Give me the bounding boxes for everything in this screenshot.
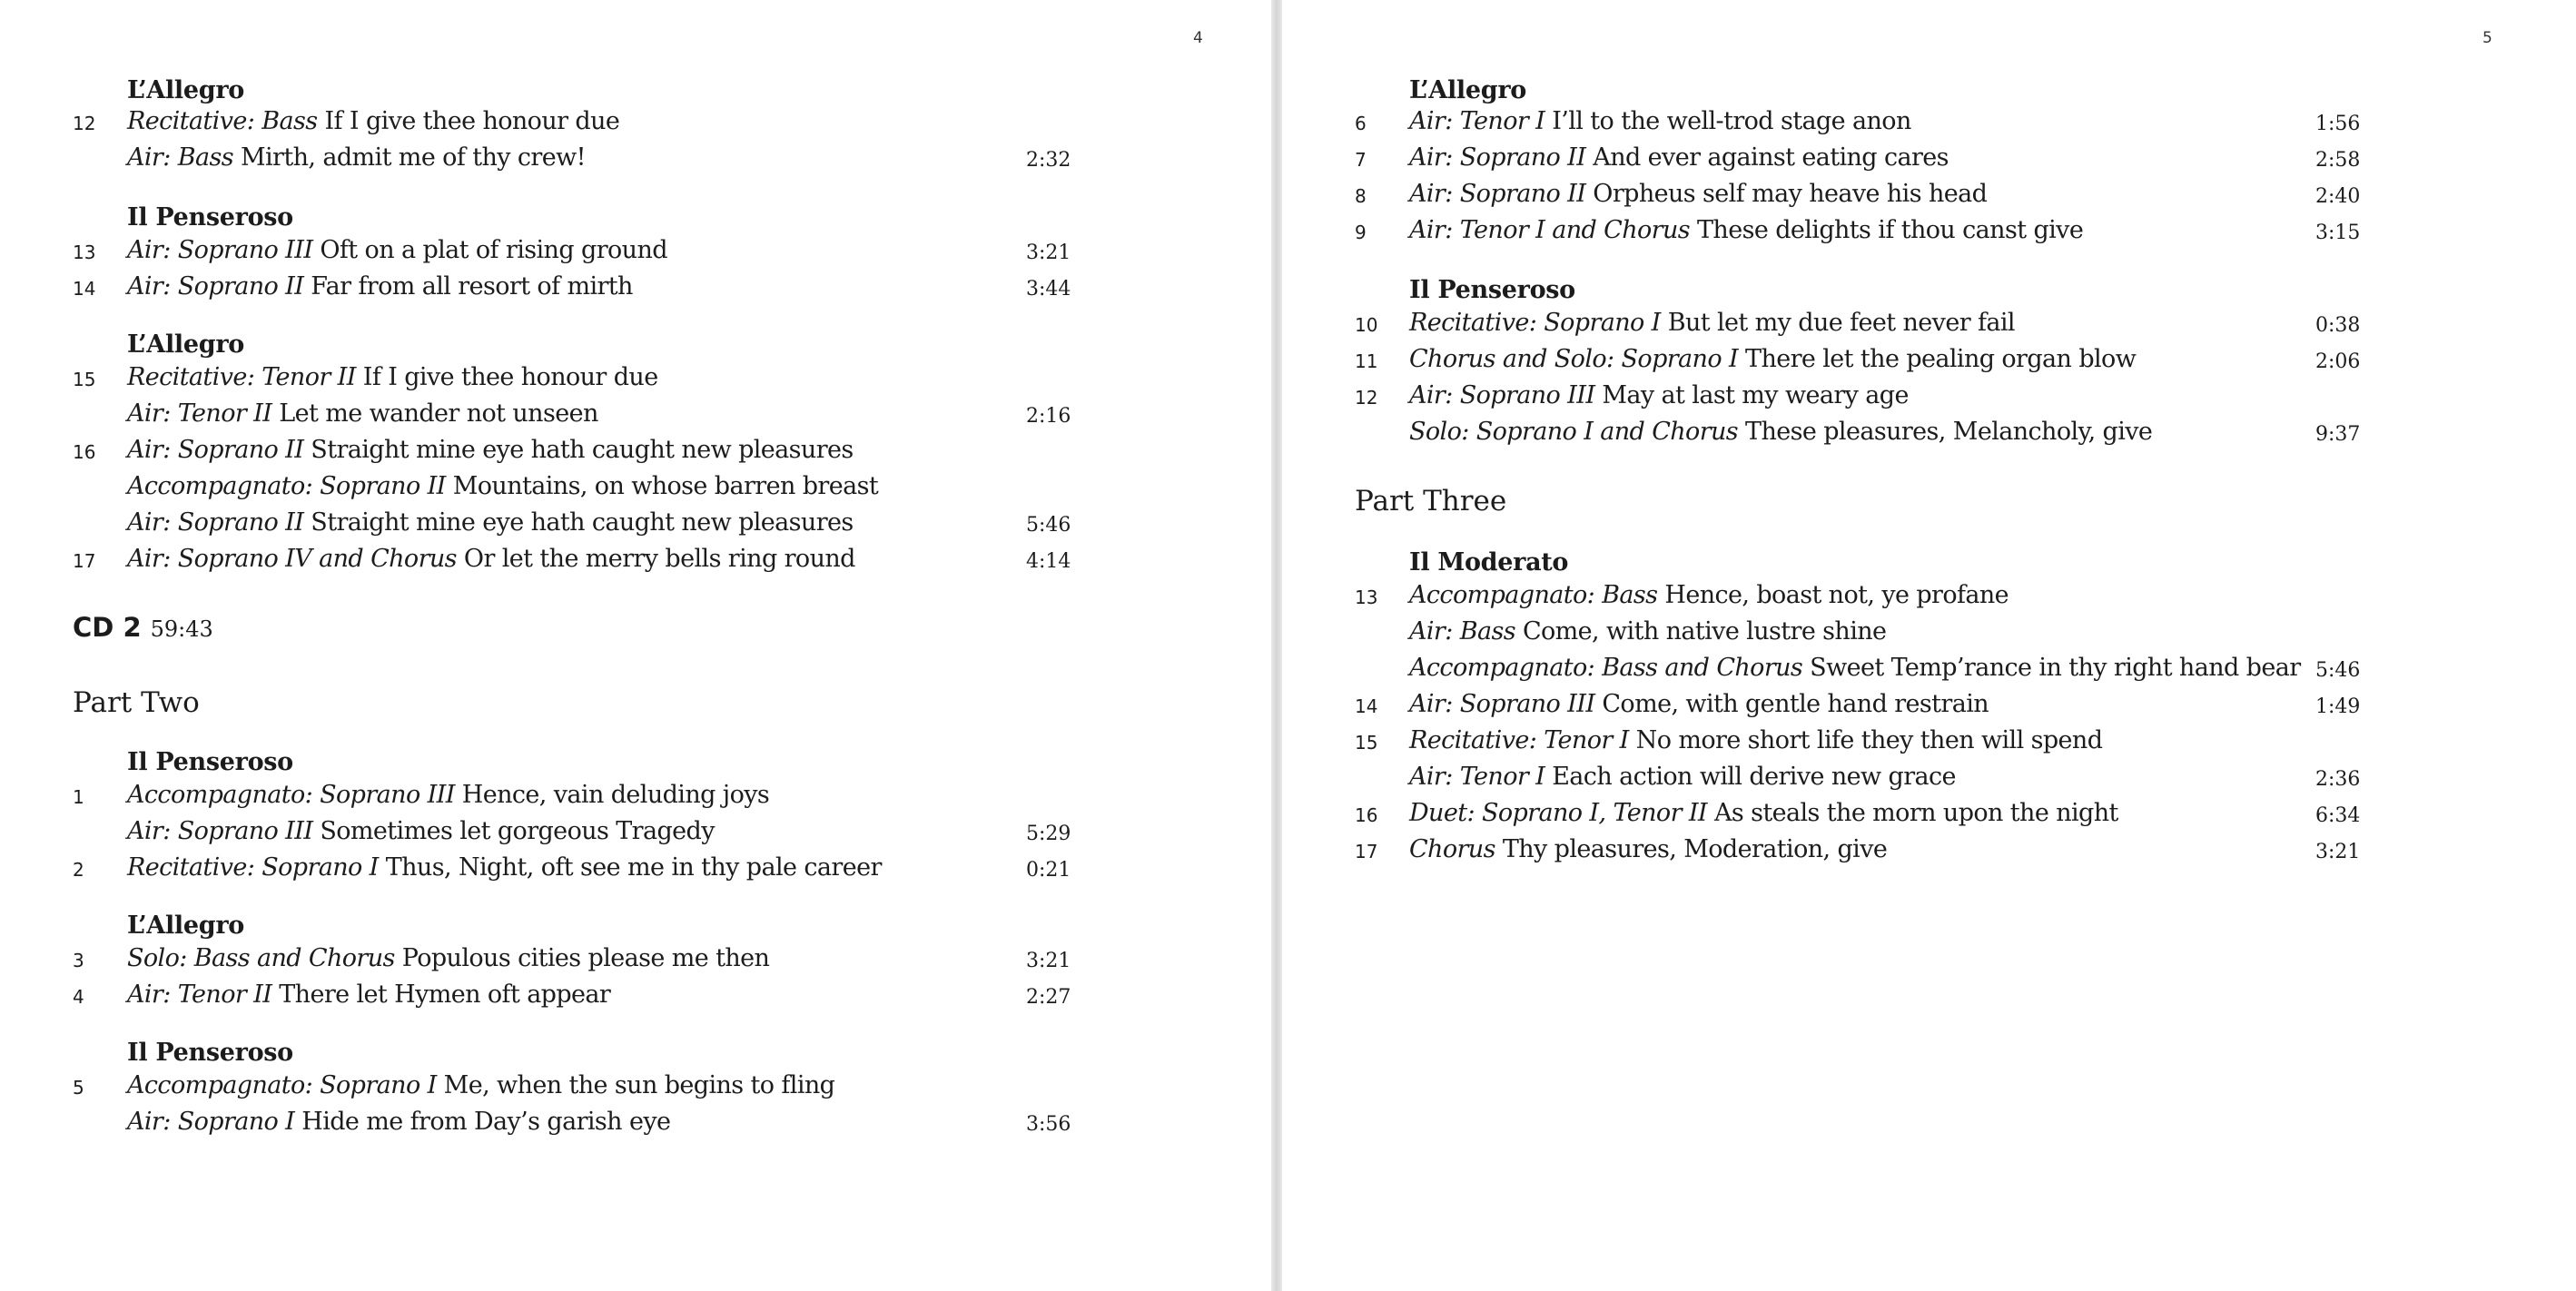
track-row bbox=[73, 944, 1071, 981]
track-row bbox=[1355, 581, 2354, 617]
track-role: Recitative: Tenor II bbox=[127, 363, 356, 391]
track-role: Air: Soprano IV and Chorus bbox=[127, 545, 457, 573]
cd-duration: 59:43 bbox=[150, 616, 213, 642]
track-description bbox=[127, 817, 715, 845]
track-title: These pleasures, Melancholy, give bbox=[1738, 418, 2153, 446]
track-role: Air: Soprano I bbox=[127, 1108, 295, 1136]
track-description bbox=[127, 781, 769, 809]
track-number: 7 bbox=[1355, 149, 1367, 171]
track-role: Solo: Bass and Chorus bbox=[127, 944, 395, 972]
track-number: 1 bbox=[73, 786, 84, 808]
track-row bbox=[73, 436, 1071, 472]
track-role: Recitative: Tenor I bbox=[1409, 726, 1629, 754]
track-row bbox=[1355, 418, 2361, 454]
track-duration: 3:56 bbox=[1026, 1113, 1071, 1136]
track-title: Straight mine eye hath caught new pleasures bbox=[303, 436, 854, 464]
track-row bbox=[1355, 309, 2361, 345]
track-description bbox=[127, 363, 658, 391]
track-description bbox=[127, 981, 610, 1009]
track-row bbox=[73, 545, 1071, 581]
track-number: 3 bbox=[73, 950, 84, 971]
group-title: Il Penseroso bbox=[127, 748, 293, 776]
track-row bbox=[73, 399, 1071, 436]
track-title: Hide me from Day’s garish eye bbox=[294, 1108, 671, 1136]
track-row bbox=[1355, 180, 2361, 216]
track-row bbox=[1355, 617, 2354, 654]
track-role: Recitative: Soprano I bbox=[1409, 309, 1661, 337]
track-description bbox=[127, 143, 586, 172]
track-role: Air: Tenor I bbox=[1409, 763, 1545, 791]
track-description bbox=[1409, 799, 2118, 827]
track-description bbox=[127, 236, 667, 264]
track-row bbox=[1355, 726, 2354, 763]
track-number: 11 bbox=[1355, 350, 1378, 372]
track-role: Air: Tenor I and Chorus bbox=[1409, 216, 1691, 244]
track-duration: 3:15 bbox=[2315, 222, 2361, 244]
track-role: Air: Tenor II bbox=[127, 981, 272, 1009]
cd-heading bbox=[73, 612, 213, 643]
track-number: 12 bbox=[1355, 387, 1378, 409]
track-description bbox=[127, 272, 633, 301]
track-role: Recitative: Soprano I bbox=[127, 853, 379, 882]
track-title: And ever against eating cares bbox=[1585, 143, 1949, 172]
track-description bbox=[1409, 309, 2015, 337]
track-role: Air: Bass bbox=[1409, 617, 1515, 646]
track-title: Thy pleasures, Moderation, give bbox=[1495, 835, 1888, 863]
track-title: Thus, Night, oft see me in thy pale career bbox=[378, 853, 882, 882]
track-title: Let me wander not unseen bbox=[271, 399, 598, 428]
track-row bbox=[73, 508, 1071, 545]
track-number: 17 bbox=[1355, 841, 1378, 862]
track-number: 16 bbox=[1355, 804, 1378, 826]
track-title: I’ll to the well-trod stage anon bbox=[1545, 107, 1911, 135]
track-number: 13 bbox=[1355, 586, 1378, 608]
track-role: Air: Tenor II bbox=[127, 399, 272, 428]
track-description bbox=[1409, 216, 2083, 244]
track-title: Come, with gentle hand restrain bbox=[1594, 690, 1989, 718]
track-number: 4 bbox=[73, 986, 84, 1008]
track-duration: 4:14 bbox=[1026, 550, 1071, 573]
track-number: 2 bbox=[73, 859, 84, 881]
track-title: Or let the merry bells ring round bbox=[456, 545, 855, 573]
group-title: L’Allegro bbox=[127, 912, 244, 940]
track-title: As steals the morn upon the night bbox=[1707, 799, 2118, 827]
track-row bbox=[73, 817, 1071, 853]
track-description bbox=[127, 436, 854, 464]
group-title: Il Moderato bbox=[1409, 548, 1569, 577]
track-row bbox=[1355, 107, 2361, 143]
track-description bbox=[127, 1071, 834, 1099]
track-row bbox=[73, 1071, 1071, 1108]
track-role: Air: Bass bbox=[127, 143, 233, 172]
track-number: 12 bbox=[73, 113, 96, 134]
track-description bbox=[127, 944, 769, 972]
track-role: Accompagnato: Bass and Chorus bbox=[1409, 654, 1803, 682]
track-role: Air: Soprano II bbox=[1409, 180, 1586, 208]
track-row bbox=[73, 143, 1071, 180]
track-number: 14 bbox=[1355, 695, 1378, 717]
group-title: Il Penseroso bbox=[127, 1039, 293, 1067]
track-role: Air: Soprano III bbox=[1409, 690, 1595, 718]
track-role: Air: Soprano II bbox=[1409, 143, 1586, 172]
track-duration: 2:16 bbox=[1026, 405, 1071, 428]
track-description bbox=[1409, 654, 2301, 682]
track-description bbox=[127, 1108, 670, 1136]
track-number: 15 bbox=[1355, 732, 1378, 754]
track-duration: 2:58 bbox=[2315, 149, 2361, 172]
track-duration: 2:27 bbox=[1026, 986, 1071, 1009]
track-number: 5 bbox=[73, 1077, 84, 1099]
group-title: L’Allegro bbox=[127, 76, 244, 104]
book-gutter bbox=[1271, 0, 1282, 1291]
track-duration: 3:21 bbox=[2315, 841, 2361, 863]
track-duration: 2:40 bbox=[2315, 185, 2361, 208]
track-title: There let Hymen oft appear bbox=[271, 981, 611, 1009]
track-description bbox=[127, 107, 619, 135]
track-role: Air: Soprano III bbox=[127, 817, 313, 845]
track-duration: 3:21 bbox=[1026, 241, 1071, 264]
track-row bbox=[1355, 216, 2361, 252]
track-duration: 1:49 bbox=[2315, 695, 2361, 718]
track-number: 16 bbox=[73, 441, 96, 463]
track-duration: 1:56 bbox=[2315, 113, 2361, 135]
track-title: Mountains, on whose barren breast bbox=[445, 472, 879, 500]
track-role: Air: Soprano III bbox=[1409, 381, 1595, 409]
track-number: 14 bbox=[73, 278, 96, 300]
track-description bbox=[1409, 418, 2152, 446]
track-title: Me, when the sun begins to fling bbox=[436, 1071, 835, 1099]
track-title: Come, with native lustre shine bbox=[1515, 617, 1887, 646]
track-row bbox=[1355, 654, 2361, 690]
track-description bbox=[1409, 345, 2136, 373]
track-title: Populous cities please me then bbox=[394, 944, 770, 972]
track-title: Each action will derive new grace bbox=[1545, 763, 1956, 791]
track-title: Mirth, admit me of thy crew! bbox=[232, 143, 586, 172]
track-number: 10 bbox=[1355, 314, 1378, 336]
track-row bbox=[73, 981, 1071, 1017]
track-role: Accompagnato: Soprano I bbox=[127, 1071, 437, 1099]
track-role: Accompagnato: Bass bbox=[1409, 581, 1658, 609]
track-description bbox=[1409, 835, 1887, 863]
track-row bbox=[1355, 345, 2361, 381]
track-row bbox=[73, 781, 1071, 817]
track-row bbox=[1355, 799, 2361, 835]
track-number: 6 bbox=[1355, 113, 1367, 134]
track-description bbox=[1409, 180, 1987, 208]
cd-label: CD 2 bbox=[73, 612, 142, 643]
track-number: 15 bbox=[73, 369, 96, 390]
track-row bbox=[73, 272, 1071, 309]
track-title: Sweet Temp’rance in thy right hand bear bbox=[1802, 654, 2301, 682]
track-row bbox=[73, 363, 1071, 399]
track-description bbox=[127, 853, 882, 882]
track-role: Air: Soprano II bbox=[127, 436, 304, 464]
track-role: Chorus bbox=[1409, 835, 1495, 863]
track-role: Air: Soprano II bbox=[127, 272, 304, 301]
track-role: Duet: Soprano I, Tenor II bbox=[1409, 799, 1707, 827]
track-duration: 5:46 bbox=[1026, 514, 1071, 537]
track-description bbox=[1409, 726, 2102, 754]
group-title: L’Allegro bbox=[1409, 76, 1526, 104]
track-duration: 3:21 bbox=[1026, 950, 1071, 972]
track-duration: 3:44 bbox=[1026, 278, 1071, 301]
track-title: These delights if thou canst give bbox=[1690, 216, 2084, 244]
track-title: Oft on a plat of rising ground bbox=[312, 236, 667, 264]
track-row bbox=[1355, 381, 2354, 418]
track-row bbox=[1355, 763, 2361, 799]
track-role: Air: Tenor I bbox=[1409, 107, 1545, 135]
track-description bbox=[1409, 107, 1911, 135]
track-description bbox=[1409, 143, 1949, 172]
track-title: Straight mine eye hath caught new pleasures bbox=[303, 508, 854, 537]
track-title: May at last my weary age bbox=[1594, 381, 1909, 409]
track-description bbox=[1409, 581, 2008, 609]
track-row bbox=[73, 236, 1071, 272]
track-duration: 5:46 bbox=[2315, 659, 2361, 682]
track-row bbox=[73, 853, 1071, 890]
track-description bbox=[127, 545, 855, 573]
track-title: No more short life they then will spend bbox=[1628, 726, 2103, 754]
track-description bbox=[1409, 763, 1956, 791]
track-row bbox=[73, 107, 1071, 143]
left-page-number: 4 bbox=[1193, 29, 1203, 47]
track-title: If I give thee honour due bbox=[355, 363, 658, 391]
track-role: Air: Soprano III bbox=[127, 236, 313, 264]
track-role: Chorus and Solo: Soprano I bbox=[1409, 345, 1739, 373]
track-title: Hence, vain deluding joys bbox=[454, 781, 770, 809]
track-number: 8 bbox=[1355, 185, 1367, 207]
part-heading: Part Two bbox=[73, 686, 200, 719]
track-role: Recitative: Bass bbox=[127, 107, 318, 135]
track-duration: 5:29 bbox=[1026, 823, 1071, 845]
track-row bbox=[73, 1108, 1071, 1144]
track-description bbox=[1409, 690, 1989, 718]
track-role: Accompagnato: Soprano II bbox=[127, 472, 446, 500]
track-description bbox=[1409, 381, 1909, 409]
track-title: Orpheus self may heave his head bbox=[1585, 180, 1988, 208]
track-title: If I give thee honour due bbox=[317, 107, 620, 135]
track-role: Solo: Soprano I and Chorus bbox=[1409, 418, 1739, 446]
track-number: 17 bbox=[73, 550, 96, 572]
track-row bbox=[1355, 690, 2361, 726]
track-row bbox=[73, 472, 1071, 508]
track-number: 13 bbox=[73, 241, 96, 263]
track-row bbox=[1355, 835, 2361, 872]
track-title: Hence, boast not, ye profane bbox=[1657, 581, 2009, 609]
track-title: Sometimes let gorgeous Tragedy bbox=[312, 817, 715, 845]
track-description bbox=[127, 399, 598, 428]
track-row bbox=[1355, 143, 2361, 180]
track-title: There let the pealing organ blow bbox=[1738, 345, 2137, 373]
part-heading: Part Three bbox=[1355, 485, 1507, 517]
track-description bbox=[127, 472, 878, 500]
track-role: Accompagnato: Soprano III bbox=[127, 781, 455, 809]
group-title: L’Allegro bbox=[127, 330, 244, 359]
track-duration: 9:37 bbox=[2315, 423, 2361, 446]
track-duration: 2:32 bbox=[1026, 149, 1071, 172]
right-page-number: 5 bbox=[2482, 29, 2492, 47]
track-description bbox=[1409, 617, 1886, 646]
track-description bbox=[127, 508, 854, 537]
track-role: Air: Soprano II bbox=[127, 508, 304, 537]
group-title: Il Penseroso bbox=[1409, 276, 1575, 304]
track-duration: 0:38 bbox=[2315, 314, 2361, 337]
track-title: But let my due feet never fail bbox=[1660, 309, 2015, 337]
track-title: Far from all resort of mirth bbox=[303, 272, 633, 301]
group-title: Il Penseroso bbox=[127, 203, 293, 232]
track-duration: 6:34 bbox=[2315, 804, 2361, 827]
track-duration: 0:21 bbox=[1026, 859, 1071, 882]
track-duration: 2:36 bbox=[2315, 768, 2361, 791]
track-duration: 2:06 bbox=[2315, 350, 2361, 373]
track-number: 9 bbox=[1355, 222, 1367, 243]
